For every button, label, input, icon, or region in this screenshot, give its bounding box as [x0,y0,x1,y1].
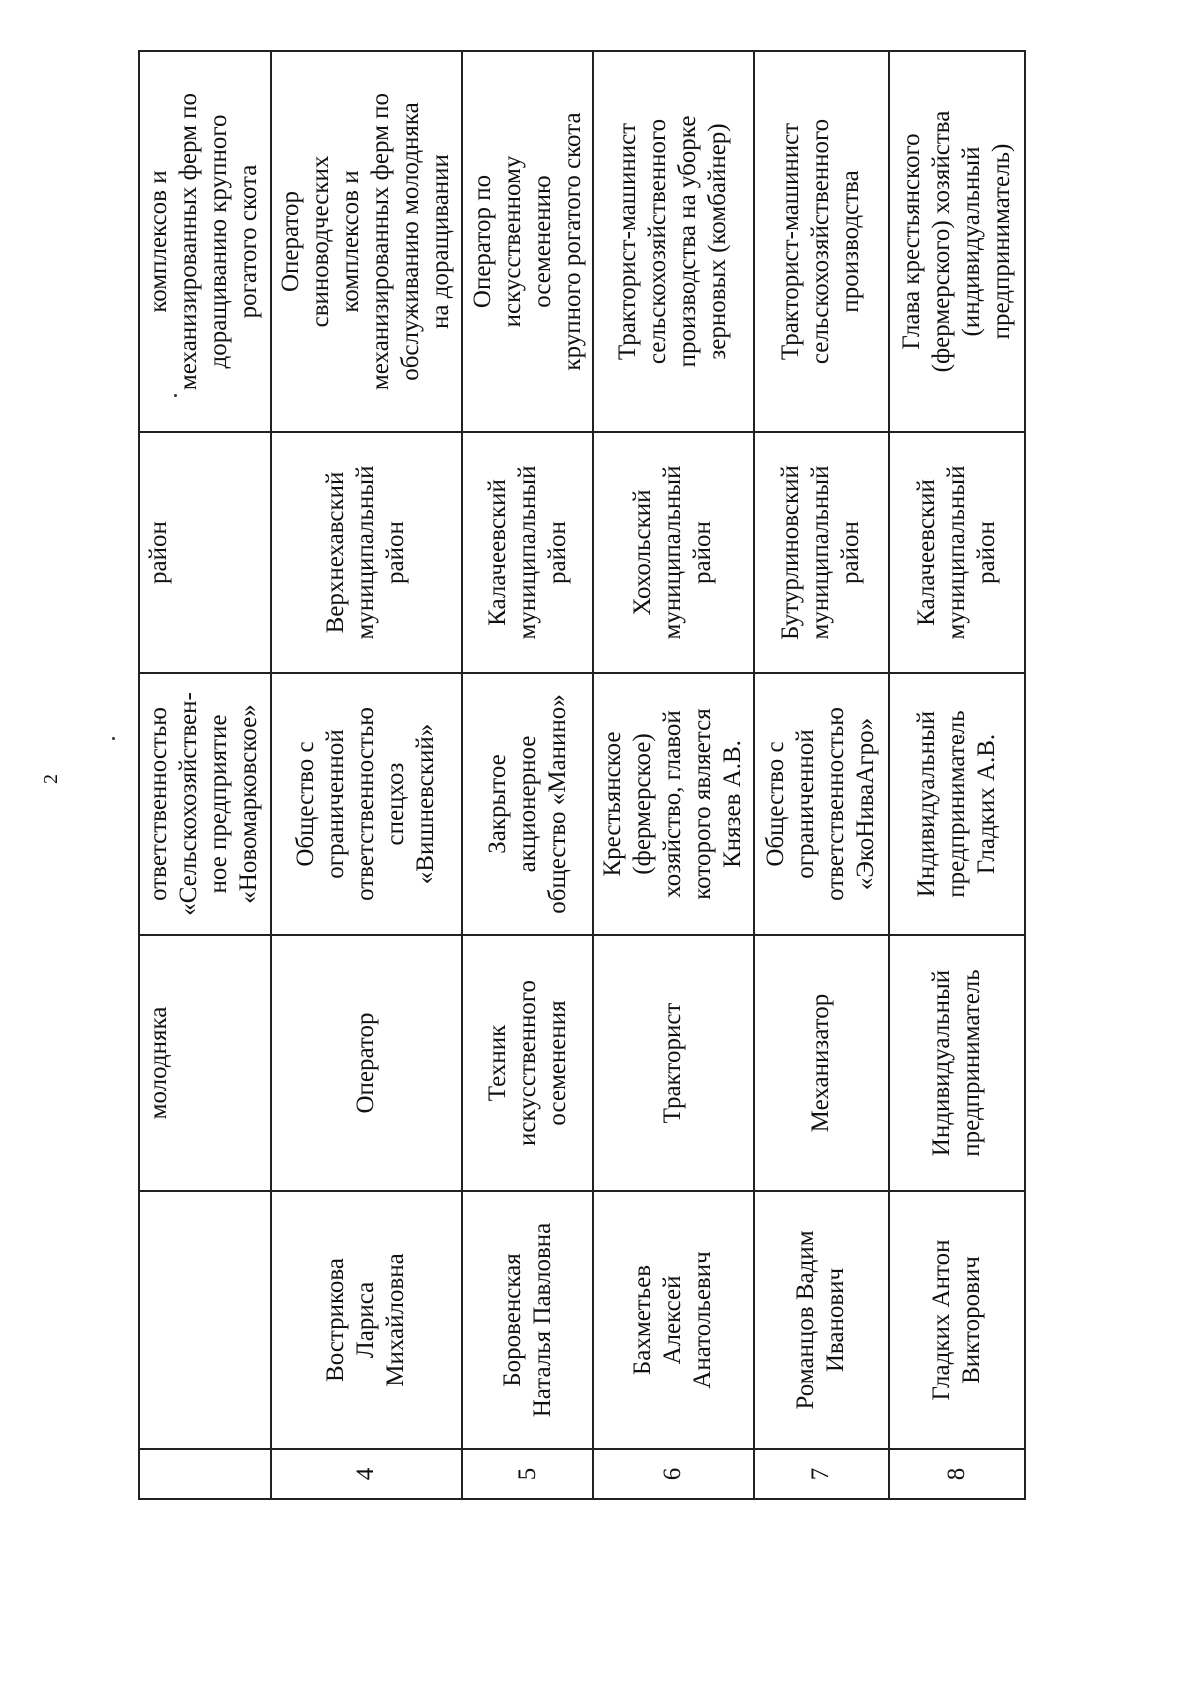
table-row [462,51,594,1499]
cell-num: 7 [754,1449,890,1499]
cell-profession: Тракторист-машинист сельскохозяйственного производства на уборке зерновых (комбайнер) [593,51,753,432]
cell-name: Бахметьев Алексей Анатольевич [593,1191,753,1449]
cell-organization: Крестьянское (фермерское) хозяйство, главой которого является Князев А.В. [593,673,753,935]
cell-profession: Оператор свиноводческих комплексов и механизированных ферм по обслуживанию молодняка на доращивании [271,51,462,432]
cell-organization: Закрытое акционерное общество «Манино» [462,673,594,935]
cell-name: Вострикова Лариса Михайловна [271,1191,462,1449]
cell-district: район [139,432,271,673]
cell-name [139,1191,271,1449]
rotated-table-container [138,52,1026,1500]
cell-position: Тракторист [593,935,753,1191]
cell-position: Механизатор [754,935,890,1191]
table-row [271,51,462,1499]
cell-district: Верхнехавский муниципальный район [271,432,462,673]
cell-name: Гладких Антон Викторович [889,1191,1025,1449]
cell-profession: Оператор по искусственному осеменению крупного рогатого скота [462,51,594,432]
cell-num: 8 [889,1449,1025,1499]
cell-num: 4 [271,1449,462,1499]
cell-organization: Общество с ограниченной ответственностью «ЭкоНиваАгро» [754,673,890,935]
cell-position: Оператор [271,935,462,1191]
cell-district: Хохольский муниципальный район [593,432,753,673]
cell-organization: Общество с ограниченной ответственностью спецхоз «Вишневский» [271,673,462,935]
personnel-table [138,50,1026,1500]
table-row [889,51,1025,1499]
cell-district: Бутурлиновский муниципальный район [754,432,890,673]
cell-profession: Глава крестьянского (фермерского) хозяйства (индивидуальный предприниматель) [889,51,1025,432]
cell-position: Техник искусственного осеменения [462,935,594,1191]
scan-speck [112,737,115,740]
cell-organization: Индивидуальный предприниматель Гладких А.В. [889,673,1025,935]
cell-name: Романцов Вадим Иванович [754,1191,890,1449]
table-row [593,51,753,1499]
cell-num [139,1449,271,1499]
cell-organization: ответственностью «Сельскохозяйствен- ное предприятие «Новомарковское» [139,673,271,935]
cell-num: 5 [462,1449,594,1499]
cell-district: Калачеевский муниципальный район [462,432,594,673]
cell-position: Индивидуальный предприниматель [889,935,1025,1191]
cell-profession: комплексов и механизированных ферм по доращиванию крупного рогатого скота [139,51,271,432]
table-row [754,51,890,1499]
table-row [139,51,271,1499]
cell-name: Боровенская Наталья Павловна [462,1191,594,1449]
page-number: 2 [40,774,62,784]
cell-position: молодняка [139,935,271,1191]
cell-district: Калачеевский муниципальный район [889,432,1025,673]
cell-num: 6 [593,1449,753,1499]
cell-profession: Тракторист-машинист сельскохозяйственного производства [754,51,890,432]
